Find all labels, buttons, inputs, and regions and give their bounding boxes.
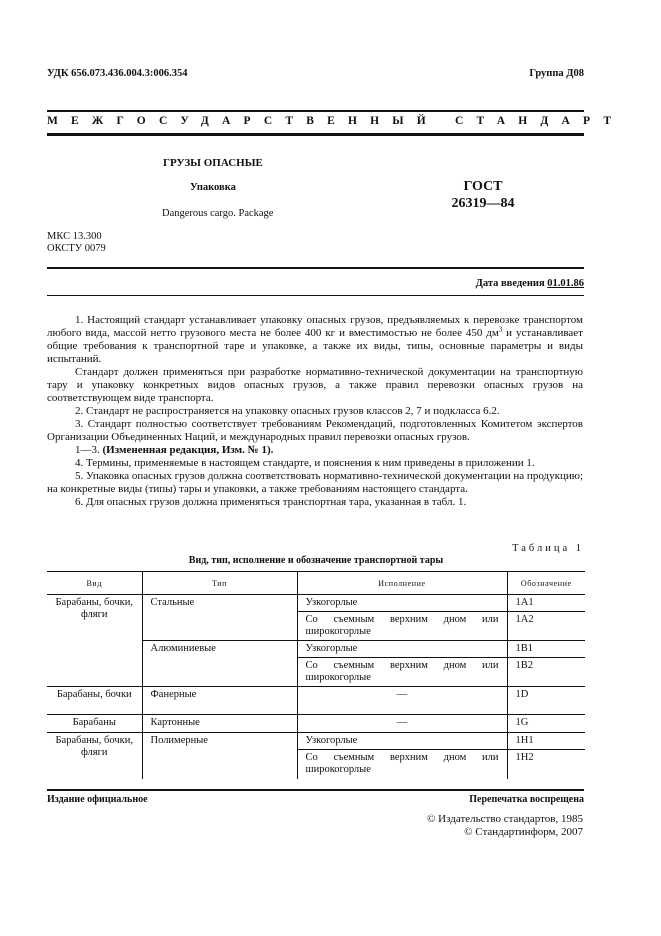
cubic-superscript: 3: [498, 325, 503, 334]
table-header-row: [47, 572, 585, 595]
english-title: Dangerous cargo. Package: [162, 208, 274, 219]
code-cell: 1H2: [507, 750, 585, 779]
execution-cell: Узкогорлые: [297, 595, 507, 612]
kind-cell: Барабаны, бочки, фляги: [55, 597, 133, 620]
banner-top-rule: [47, 110, 584, 112]
table-row: [47, 595, 585, 612]
execution-cell: [297, 750, 507, 779]
type-cell: Фанерные: [142, 687, 297, 715]
amendment-range: 1—3.: [75, 444, 100, 456]
title-rule: [47, 267, 584, 269]
header-kind: Вид: [47, 572, 142, 595]
execution-text: Со съемным верхним дном или: [305, 614, 499, 625]
amendment-note: (Измененная редакция, Изм. № 1).: [102, 444, 274, 456]
execution-text: широкогорлые: [305, 764, 371, 775]
code-cell: 1G: [507, 715, 585, 733]
interstate-standard-banner: МЕЖГОСУДАРСТВЕННЫЙ СТАНДАРТ: [47, 115, 625, 127]
code-cell: 1H1: [507, 733, 585, 750]
document-subtitle: Упаковка: [190, 182, 236, 193]
effective-date: [400, 278, 584, 289]
kind-cell: Барабаны: [47, 715, 142, 733]
mks-code: МКС 13.300: [47, 231, 102, 242]
code-cell: 1A2: [507, 612, 585, 641]
paragraph-2: 2. Стандарт не распространяется на упаковку опасных грузов классов 2, 7 и подкласса 6.2.: [75, 405, 500, 417]
table-caption: Вид, тип, исполнение и обозначение транспортной тары: [188, 555, 444, 566]
table-row: [47, 715, 585, 733]
execution-cell: —: [297, 687, 507, 715]
copyright-standartinform: © Стандартинформ, 2007: [464, 826, 583, 838]
paragraph-6: 6. Для опасных грузов должна применяться транспортная тара, указанная в табл. 1.: [75, 496, 467, 508]
execution-cell: [297, 612, 507, 641]
kind-cell: Барабаны, бочки: [47, 687, 142, 715]
table-row: [47, 733, 585, 750]
header-type: Тип: [142, 572, 297, 595]
execution-cell: —: [297, 715, 507, 733]
paragraph-5: 5. Упаковка опасных грузов должна соответствовать нормативно-технической документации на продукцию; на конкретные виды (типы) тары и упаковки, а также требованиям настоящего стандарта.: [47, 470, 583, 495]
footer-rule: [47, 789, 584, 791]
date-rule: [47, 295, 584, 296]
paragraph-1: [47, 314, 583, 366]
paragraph-1-text-a: 1. Настоящий стандарт устанавливает упаковку опасных грузов, предъявляемых к перевозке транспортом любого вида, массой нетто грузового места не более 400 кг и вместимостью не более 450 дм: [47, 314, 583, 339]
paragraph-3: 3. Стандарт полностью соответствует требованиям Рекомендаций, подготовленных Комитетом экспертов Организации Объединенных Наций, и международных правил перевозки опасных грузов.: [47, 418, 583, 443]
execution-cell: Узкогорлые: [297, 641, 507, 658]
reprint-prohibited: Перепечатка воспрещена: [469, 794, 584, 805]
effective-date-label: Дата введения: [475, 278, 545, 289]
execution-text: широкогорлые: [305, 626, 371, 637]
table-row: [47, 687, 585, 715]
code-cell: 1B1: [507, 641, 585, 658]
table-label: Таблица 1: [512, 543, 584, 554]
effective-date-value: 01.01.86: [547, 278, 584, 289]
group-code: Группа Д08: [529, 68, 584, 79]
official-edition: Издание официальное: [47, 794, 148, 805]
code-cell: 1B2: [507, 658, 585, 687]
paragraph-1-text-b: и устанавливает общие требования к транспортной таре и упаковке, а также их виды, типы, основные параметры и виды испытаний.: [47, 327, 583, 365]
gost-label: ГОСТ: [463, 179, 503, 194]
okstu-code: ОКСТУ 0079: [47, 243, 106, 254]
type-cell: Стальные: [142, 595, 297, 641]
execution-text: широкогорлые: [305, 672, 371, 683]
body-text: [47, 314, 583, 509]
gost-number: 26319—84: [451, 196, 515, 211]
execution-cell: [297, 658, 507, 687]
type-cell: Картонные: [142, 715, 297, 733]
header-code: Обозначение: [507, 572, 585, 595]
udk-code: УДК 656.073.436.004.3:006.354: [47, 68, 188, 79]
kind-cell: Барабаны, бочки, фляги: [47, 733, 142, 779]
copyright-publisher: © Издательство стандартов, 1985: [427, 813, 583, 825]
code-cell: 1A1: [507, 595, 585, 612]
execution-text: Со съемным верхним дном или: [305, 660, 499, 671]
type-cell: Полимерные: [142, 733, 297, 779]
paragraph-1-cont: Стандарт должен применяться при разработке нормативно-технической документации на транспортную тару и упаковку конкретных видов опасных грузов, а также правил перевозки опасных грузов на соответствующем виде транспорта.: [47, 366, 583, 404]
execution-cell: Узкогорлые: [297, 733, 507, 750]
document-title: ГРУЗЫ ОПАСНЫЕ: [163, 157, 263, 169]
code-cell: 1D: [507, 687, 585, 715]
paragraph-4: 4. Термины, применяемые в настоящем стандарте, и пояснения к ним приведены в приложении 1.: [75, 457, 535, 469]
packaging-table: [47, 571, 585, 779]
execution-text: Со съемным верхним дном или: [305, 752, 499, 763]
header-execution: Исполнение: [297, 572, 507, 595]
paragraph-amendment: [47, 444, 583, 457]
banner-bottom-rule: [47, 133, 584, 136]
type-cell: Алюминиевые: [142, 641, 297, 687]
